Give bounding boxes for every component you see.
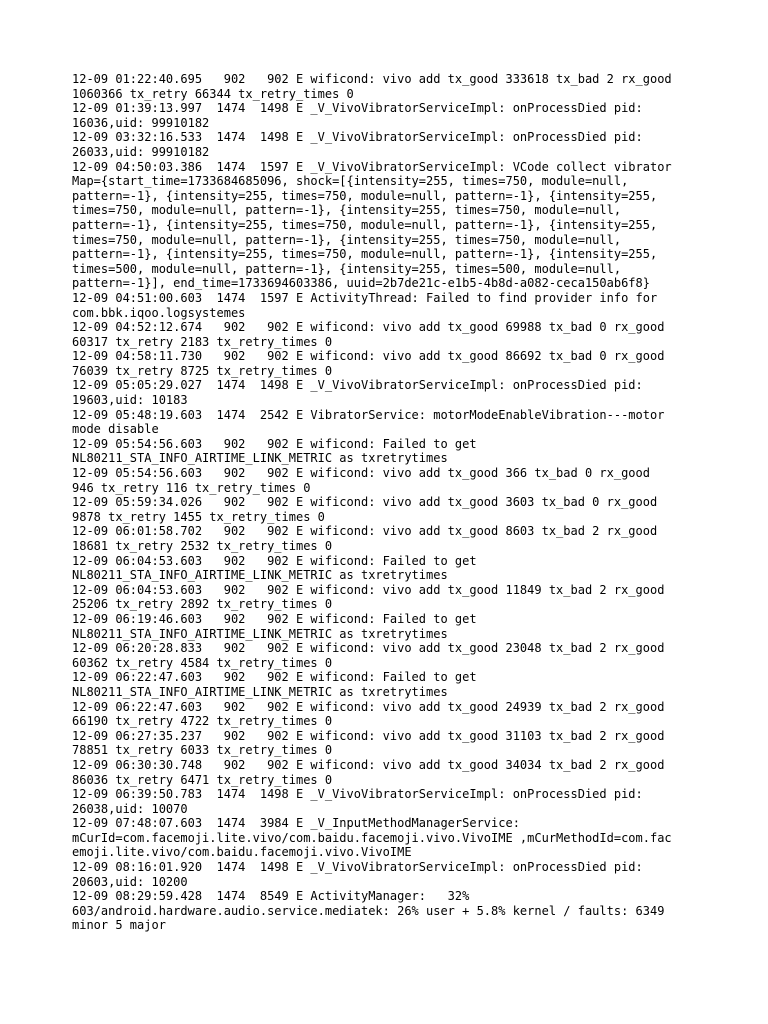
log-line: 12-09 06:39:50.783 1474 1498 E _V_VivoVibratorServiceImpl: onProcessDied pid:	[72, 787, 643, 802]
log-line: 1060366 tx_retry 66344 tx_retry_times 0	[72, 86, 354, 101]
log-line: 12-09 05:05:29.027 1474 1498 E _V_VivoVibratorServiceImpl: onProcessDied pid:	[72, 378, 643, 393]
log-line: 25206 tx_retry 2892 tx_retry_times 0	[72, 597, 333, 612]
log-line: 60362 tx_retry 4584 tx_retry_times 0	[72, 655, 333, 670]
log-line: 12-09 05:59:34.026 902 902 E wificond: vivo add tx_good 3603 tx_bad 0 rx_good	[72, 495, 658, 510]
log-line: times=500, module=null, pattern=-1}, {intensity=255, times=500, module=null,	[72, 261, 622, 276]
log-line: 12-09 04:52:12.674 902 902 E wificond: vivo add tx_good 69988 tx_bad 0 rx_good	[72, 320, 665, 335]
log-line: 78851 tx_retry 6033 tx_retry_times 0	[72, 743, 333, 758]
log-line: 12-09 05:54:56.603 902 902 E wificond: Failed to get	[72, 436, 477, 451]
log-line: 19603,uid: 10183	[72, 393, 188, 408]
log-line: 12-09 06:04:53.603 902 902 E wificond: vivo add tx_good 11849 tx_bad 2 rx_good	[72, 582, 665, 597]
log-line: 26033,uid: 99910182	[72, 144, 210, 159]
log-line: 12-09 01:22:40.695 902 902 E wificond: vivo add tx_good 333618 tx_bad 2 rx_good	[72, 72, 672, 86]
log-line: emoji.lite.vivo/com.baidu.facemoji.vivo.VivoIME	[72, 845, 412, 860]
log-line: 12-09 03:32:16.533 1474 1498 E _V_VivoVibratorServiceImpl: onProcessDied pid:	[72, 130, 643, 145]
log-line: 12-09 06:22:47.603 902 902 E wificond: vivo add tx_good 24939 tx_bad 2 rx_good	[72, 699, 665, 714]
log-line: mode disable	[72, 422, 159, 437]
log-line: minor 5 major	[72, 918, 166, 933]
log-line: 946 tx_retry 116 tx_retry_times 0	[72, 480, 311, 495]
log-line: 12-09 06:20:28.833 902 902 E wificond: vivo add tx_good 23048 tx_bad 2 rx_good	[72, 641, 665, 656]
log-line: com.bbk.iqoo.logsystemes	[72, 305, 246, 320]
log-document	[72, 72, 702, 933]
log-line: NL80211_STA_INFO_AIRTIME_LINK_METRIC as txretrytimes	[72, 626, 448, 641]
log-line: pattern=-1}, {intensity=255, times=750, module=null, pattern=-1}, {intensity=255,	[72, 217, 658, 232]
log-line: 12-09 08:16:01.920 1474 1498 E _V_VivoVibratorServiceImpl: onProcessDied pid:	[72, 860, 643, 875]
log-line: NL80211_STA_INFO_AIRTIME_LINK_METRIC as txretrytimes	[72, 684, 448, 699]
log-line: 60317 tx_retry 2183 tx_retry_times 0	[72, 334, 333, 349]
log-line: 20603,uid: 10200	[72, 874, 188, 889]
log-line: 12-09 06:27:35.237 902 902 E wificond: vivo add tx_good 31103 tx_bad 2 rx_good	[72, 728, 665, 743]
log-line: times=750, module=null, pattern=-1}, {intensity=255, times=750, module=null,	[72, 203, 622, 218]
log-line: 18681 tx_retry 2532 tx_retry_times 0	[72, 539, 333, 553]
log-line: 26038,uid: 10070	[72, 801, 188, 816]
log-line: 12-09 06:04:53.603 902 902 E wificond: Failed to get	[72, 553, 477, 568]
log-line: pattern=-1}, {intensity=255, times=750, module=null, pattern=-1}, {intensity=255,	[72, 188, 658, 203]
log-line: 12-09 05:48:19.603 1474 2542 E VibratorService: motorModeEnableVibration---motor	[72, 407, 665, 422]
log-line: 12-09 06:01:58.702 902 902 E wificond: vivo add tx_good 8603 tx_bad 2 rx_good	[72, 524, 658, 539]
log-line: mCurId=com.facemoji.lite.vivo/com.baidu.facemoji.vivo.VivoIME ,mCurMethodId=com.fac	[72, 830, 672, 845]
log-line: pattern=-1}, {intensity=255, times=750, module=null, pattern=-1}, {intensity=255,	[72, 247, 658, 262]
log-line: 9878 tx_retry 1455 tx_retry_times 0	[72, 509, 325, 524]
log-line: 603/android.hardware.audio.service.mediatek: 26% user + 5.8% kernel / faults: 6349	[72, 903, 665, 918]
log-line: 12-09 06:19:46.603 902 902 E wificond: Failed to get	[72, 611, 477, 626]
log-line: 12-09 06:22:47.603 902 902 E wificond: Failed to get	[72, 670, 477, 685]
log-line: Map={start_time=1733684685096, shock=[{intensity=255, times=750, module=null,	[72, 174, 629, 189]
log-line: 12-09 04:50:03.386 1474 1597 E _V_VivoVibratorServiceImpl: VCode collect vibrator	[72, 159, 672, 174]
log-line: NL80211_STA_INFO_AIRTIME_LINK_METRIC as txretrytimes	[72, 568, 448, 583]
log-line: 12-09 01:39:13.997 1474 1498 E _V_VivoVibratorServiceImpl: onProcessDied pid:	[72, 101, 643, 116]
log-line: 12-09 08:29:59.428 1474 8549 E ActivityManager: 32%	[72, 889, 470, 904]
log-line: 12-09 04:58:11.730 902 902 E wificond: vivo add tx_good 86692 tx_bad 0 rx_good	[72, 349, 665, 364]
log-line: times=750, module=null, pattern=-1}, {intensity=255, times=750, module=null,	[72, 232, 622, 247]
log-line: pattern=-1}], end_time=1733694603386, uuid=2b7de21c-e1b5-4b8d-a082-ceca150ab6f8}	[72, 276, 650, 291]
log-line: 12-09 07:48:07.603 1474 3984 E _V_InputMethodManagerService:	[72, 816, 520, 831]
log-line: NL80211_STA_INFO_AIRTIME_LINK_METRIC as txretrytimes	[72, 451, 448, 466]
log-line: 12-09 04:51:00.603 1474 1597 E ActivityThread: Failed to find provider info for	[72, 290, 658, 305]
log-line: 66190 tx_retry 4722 tx_retry_times 0	[72, 714, 333, 729]
log-line: 12-09 06:30:30.748 902 902 E wificond: vivo add tx_good 34034 tx_bad 2 rx_good	[72, 757, 665, 772]
log-line: 16036,uid: 99910182	[72, 115, 210, 130]
log-line: 86036 tx_retry 6471 tx_retry_times 0	[72, 772, 333, 787]
log-line: 76039 tx_retry 8725 tx_retry_times 0	[72, 363, 333, 378]
log-line: 12-09 05:54:56.603 902 902 E wificond: vivo add tx_good 366 tx_bad 0 rx_good	[72, 466, 650, 481]
